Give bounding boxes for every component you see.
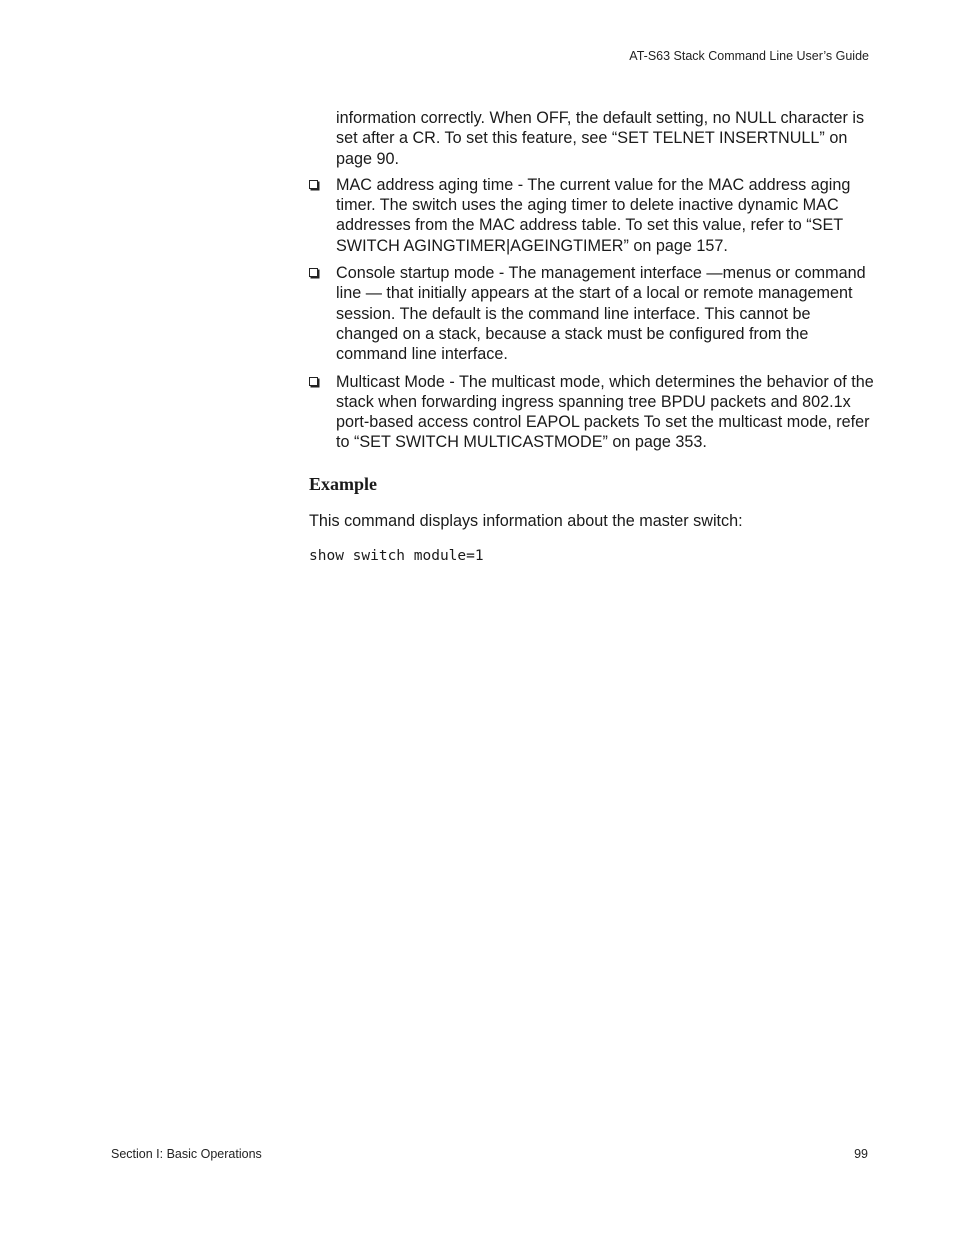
footer-section-title: Section I: Basic Operations: [111, 1147, 262, 1161]
list-item-text: Console startup mode - The management interface —menus or command line — that initially appears at the start of a local or remote management session. The default is the command line interface. This cannot be changed on a stack, because a stack must be configured from the command line interface.: [336, 264, 866, 364]
main-content: [309, 108, 874, 565]
continued-paragraph: information correctly. When OFF, the default setting, no NULL character is set after a CR. To set this feature, see “SET TELNET INSERTNULL” on page 90.: [336, 109, 865, 168]
example-description: This command displays information about the master switch:: [309, 511, 743, 530]
example-heading: Example: [309, 473, 378, 494]
list-item: [309, 175, 874, 256]
checkbox-bullet-icon: [309, 268, 318, 277]
checkbox-bullet-icon: [309, 180, 318, 189]
checkbox-bullet-icon: [309, 377, 318, 386]
list-item: [309, 372, 874, 453]
page-number: 99: [854, 1147, 868, 1161]
list-item-text: MAC address aging time - The current value for the MAC address aging timer. The switch uses the aging timer to delete inactive dynamic MAC addresses from the MAC address table. To set this value, refer to “SET SWITCH AGINGTIMER|AGEINGTIMER” on page 157.: [336, 175, 851, 255]
running-header: AT-S63 Stack Command Line User’s Guide: [629, 49, 869, 63]
example-command: show switch module=1: [309, 548, 484, 565]
list-item-text: Multicast Mode - The multicast mode, which determines the behavior of the stack when forwarding ingress spanning tree BPDU packets and 802.1x port-based access control EAPOL packets To set the multicast mode, refer to “SET SWITCH MULTICASTMODE” on page 353.: [336, 372, 874, 452]
bullet-list: [309, 175, 874, 453]
list-item: [309, 263, 874, 364]
